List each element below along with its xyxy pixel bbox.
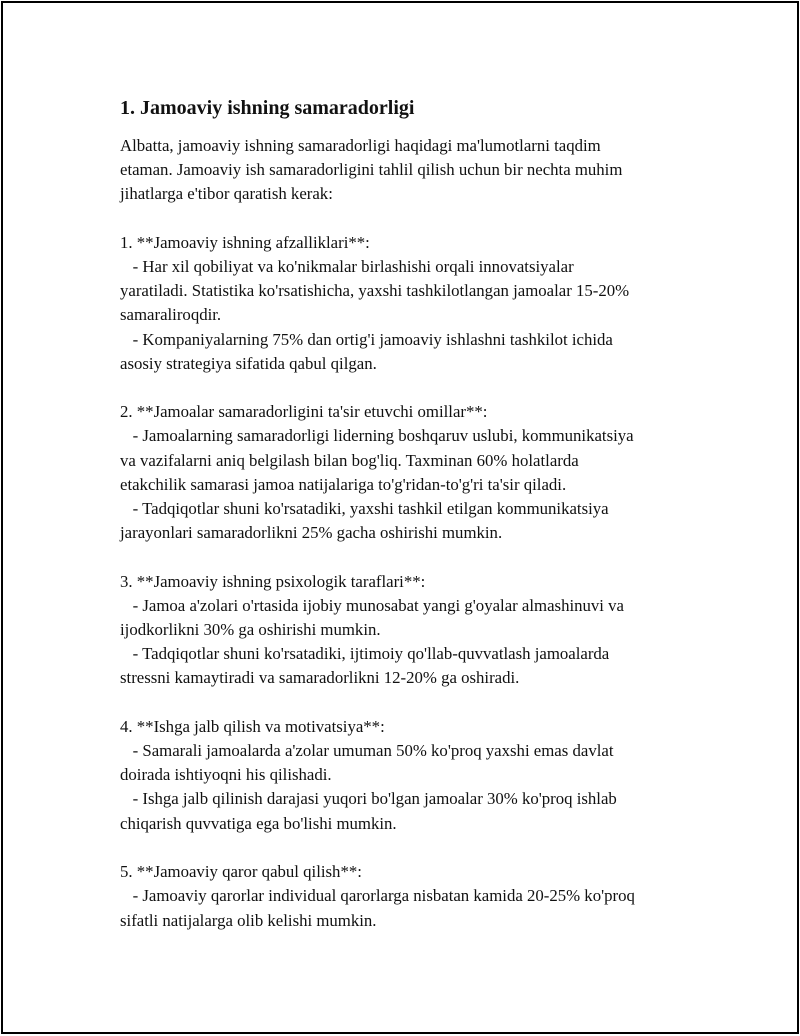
document-body: Albatta, jamoaviy ishning samaradorligi haqidagi ma'lumotlarni taqdim etaman. Jamoaviy ish samaradorligini tahlil qilish uchun bir nechta muhim jihatlarga e'tibor qaratish kerak: 1. **Jamoaviy ishning afzalliklari**: - Har xil qobiliyat va ko'nikmalar birlashishi orqali innovatsiyalar yaratiladi. Statistika ko'rsatishicha, yaxshi tashkilotlangan jamoalar 15-20% samaraliroqdir. - Kompaniyalarning 75% dan ortig'i jamoaviy ishlashni tashkilot ichida asosiy strategiya sifatida qabul qilgan. 2. **Jamoalar samaradorligini ta'sir etuvchi omillar**: - Jamoalarning samaradorligi liderning boshqaruv uslubi, kommunikatsiya va vazifalarni aniq belgilash bilan bog'liq. Taxminan 60% holatlarda etakchilik samarasi jamoa natijalariga to'g'ridan-to'g'ri ta'sir qiladi. - Tadqiqotlar shuni ko'rsatadiki, yaxshi tashkil etilgan kommunikatsiya jarayonlari samaradorlikni 25% gacha oshirishi mumkin. 3. **Jamoaviy ishning psixologik taraflari**: - Jamoa a'zolari o'rtasida ijobiy munosabat yangi g'oyalar almashinuvi va ijodkorlikni 30% ga oshirishi mumkin. - Tadqiqotlar shuni ko'rsatadiki, ijtimoiy qo'llab-quvvatlash jamoalarda stressni kamaytiradi va samaradorlikni 12-20% ga oshiradi. 4. **Ishga jalb qilish va motivatsiya**: - Samarali jamoalarda a'zolar umuman 50% ko'proq yaxshi emas davlat doirada ishtiyoqni his qilishadi. - Ishga jalb qilinish darajasi yuqori bo'lgan jamoalar 30% ko'proq ishlab chiqarish quvvatiga ega bo'lishi mumkin. 5. **Jamoaviy qaror qabul qilish**: - Jamoaviy qarorlar individual qarorlarga nisbatan kamida 20-25% ko'proq sifatli natijalarga olib kelishi mumkin. bbox=[120, 136, 635, 930]
document-title: 1. Jamoaviy ishning samaradorligi bbox=[120, 97, 415, 119]
document-content bbox=[120, 95, 720, 933]
document-page bbox=[1, 1, 799, 1034]
